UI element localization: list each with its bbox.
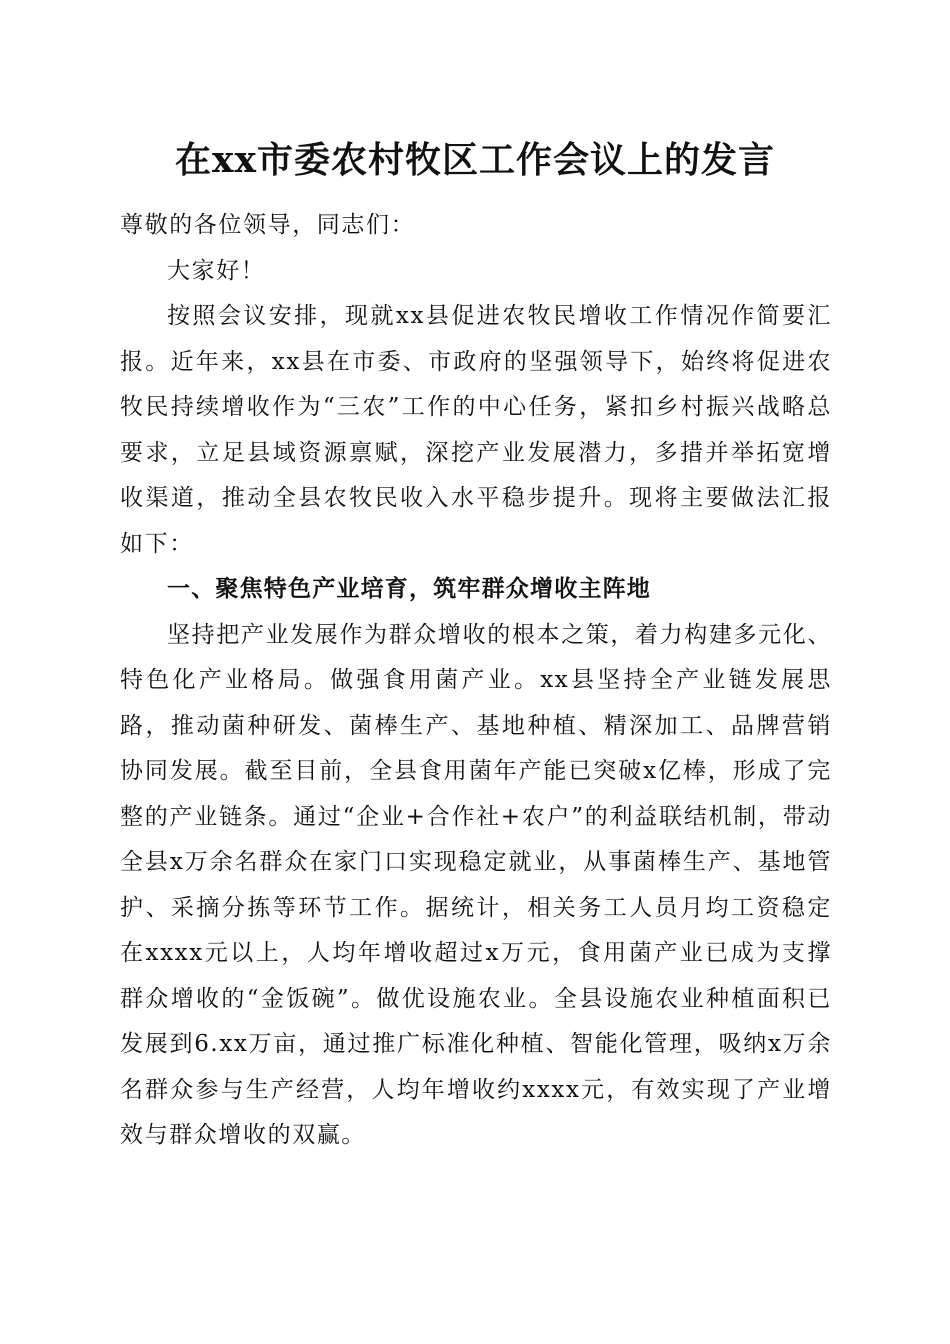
intro-paragraph: 按照会议安排，现就xx县促进农牧民增收工作情况作简要汇报。近年来，xx县在市委、市政府的坚强领导下，始终将促进农牧民持续增收作为“三农”工作的中心任务，紧扣乡村振兴战略总要求，立足县域资源禀赋，深挖产业发展潜力，多措并举拓宽增收渠道，推动全县农牧民收入水平稳步提升。现将主要做法汇报如下： <box>120 303 832 557</box>
section-heading: 一、聚焦特色产业培育，筑牢群众增收主阵地 <box>167 576 651 602</box>
salutation: 尊敬的各位领导，同志们： <box>120 212 416 238</box>
page-title: 在xx市委农村牧区工作会议上的发言 <box>175 139 775 181</box>
document-body <box>120 203 832 1159</box>
greeting: 大家好！ <box>167 257 266 284</box>
section-paragraph: 坚持把产业发展作为群众增收的根本之策，着力构建多元化、特色化产业格局。做强食用菌产业。xx县坚持全产业链发展思路，推动菌种研发、菌棒生产、基地种植、精深加工、品牌营销协同发展。截至目前，全县食用菌年产能已突破x亿棒，形成了完整的产业链条。通过“企业+合作社+农户”的利益联结机制，带动全县x万余名群众在家门口实现稳定就业，从事菌棒生产、基地管护、采摘分拣等环节工作。据统计，相关务工人员月均工资稳定在xxxx元以上，人均年增收超过x万元，食用菌产业已成为支撑群众增收的“金饭碗”。做优设施农业。全县设施农业种植面积已发展到6.xx万亩，通过推广标准化种植、智能化管理，吸纳x万余名群众参与生产经营，人均年增收约xxxx元，有效实现了产业增效与群众增收的双赢。 <box>120 621 832 1148</box>
